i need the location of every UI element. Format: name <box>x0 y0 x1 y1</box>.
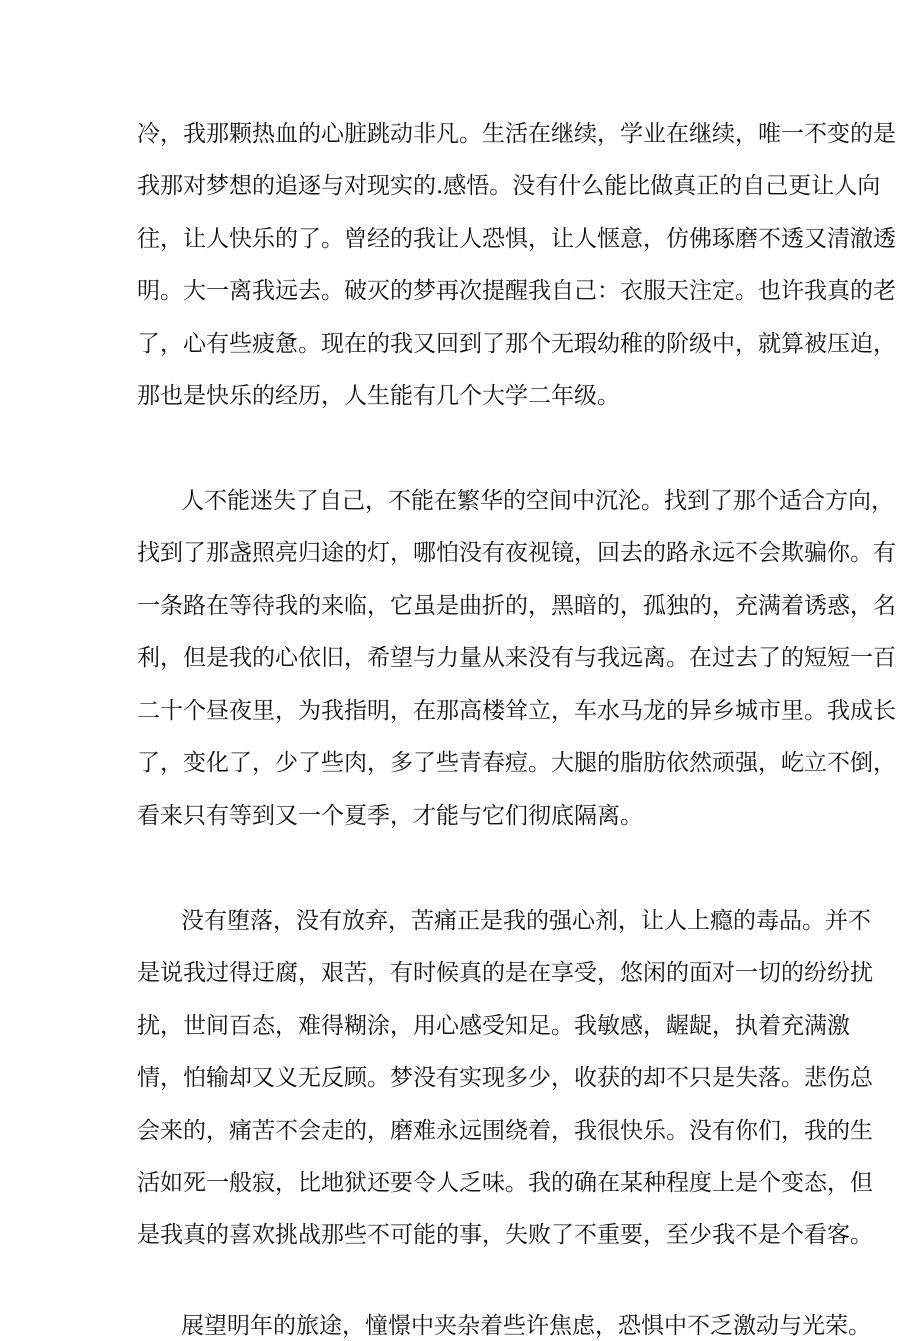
text-line: 看来只有等到又一个夏季，才能与它们彻底隔离。 <box>137 803 643 829</box>
text-line: 情，怕输却又义无反顾。梦没有实现多少，收获的却不只是失落。悲伤总 <box>137 1065 873 1091</box>
text-line: 往，让人快乐的了。曾经的我让人恐惧，让人惬意，仿佛琢磨不透又清澈透 <box>137 226 896 252</box>
text-line: 人不能迷失了自己，不能在繁华的空间中沉沦。找到了那个适合方向， <box>181 488 894 514</box>
text-line: 了，变化了，少了些肉，多了些青春痘。大腿的脂肪依然顽强，屹立不倒， <box>137 750 896 776</box>
text-line: 了，心有些疲惫。现在的我又回到了那个无瑕幼稚的阶级中，就算被压迫， <box>137 331 896 357</box>
text-line: 二十个昼夜里，为我指明，在那高楼耸立，车水马龙的异乡城市里。我成长 <box>137 698 896 724</box>
text-line: 利，但是我的心依旧，希望与力量从来没有与我远离。在过去了的短短一百 <box>137 645 896 671</box>
text-line: 找到了那盏照亮归途的灯，哪怕没有夜视镜，回去的路永远不会欺骗你。有 <box>137 540 896 566</box>
text-line: 一条路在等待我的来临，它虽是曲折的，黑暗的，孤独的，充满着诱惑，名 <box>137 593 896 619</box>
text-line: 展望明年的旅途，憧憬中夹杂着些许焦虑，恐惧中不乏激动与光荣。 <box>181 1313 871 1339</box>
text-line: 是说我过得迂腐，艰苦，有时候真的是在享受，悠闲的面对一切的纷纷扰 <box>137 960 873 986</box>
text-line: 明。大一离我远去。破灭的梦再次提醒我自己：衣服天注定。也许我真的老 <box>137 278 896 304</box>
text-line: 扰，世间百态，难得糊涂，用心感受知足。我敏感，龌龊，执着充满激 <box>137 1013 850 1039</box>
text-line: 冷，我那颗热血的心脏跳动非凡。生活在继续，学业在继续，唯一不变的是 <box>137 121 896 147</box>
text-line: 我那对梦想的追逐与对现实的.感悟。没有什么能比做真正的自己更让人向 <box>137 173 881 199</box>
text-line: 没有堕落，没有放弃，苦痛正是我的强心剂，让人上瘾的毒品。并不 <box>181 908 871 934</box>
text-line: 活如死一般寂，比地狱还要令人乏味。我的确在某种程度上是个变态，但 <box>137 1170 873 1196</box>
text-line: 会来的，痛苦不会走的，磨难永远围绕着，我很快乐。没有你们，我的生 <box>137 1118 873 1144</box>
text-line: 那也是快乐的经历，人生能有几个大学二年级。 <box>137 383 620 409</box>
text-line: 是我真的喜欢挑战那些不可能的事，失败了不重要，至少我不是个看客。 <box>137 1222 873 1248</box>
